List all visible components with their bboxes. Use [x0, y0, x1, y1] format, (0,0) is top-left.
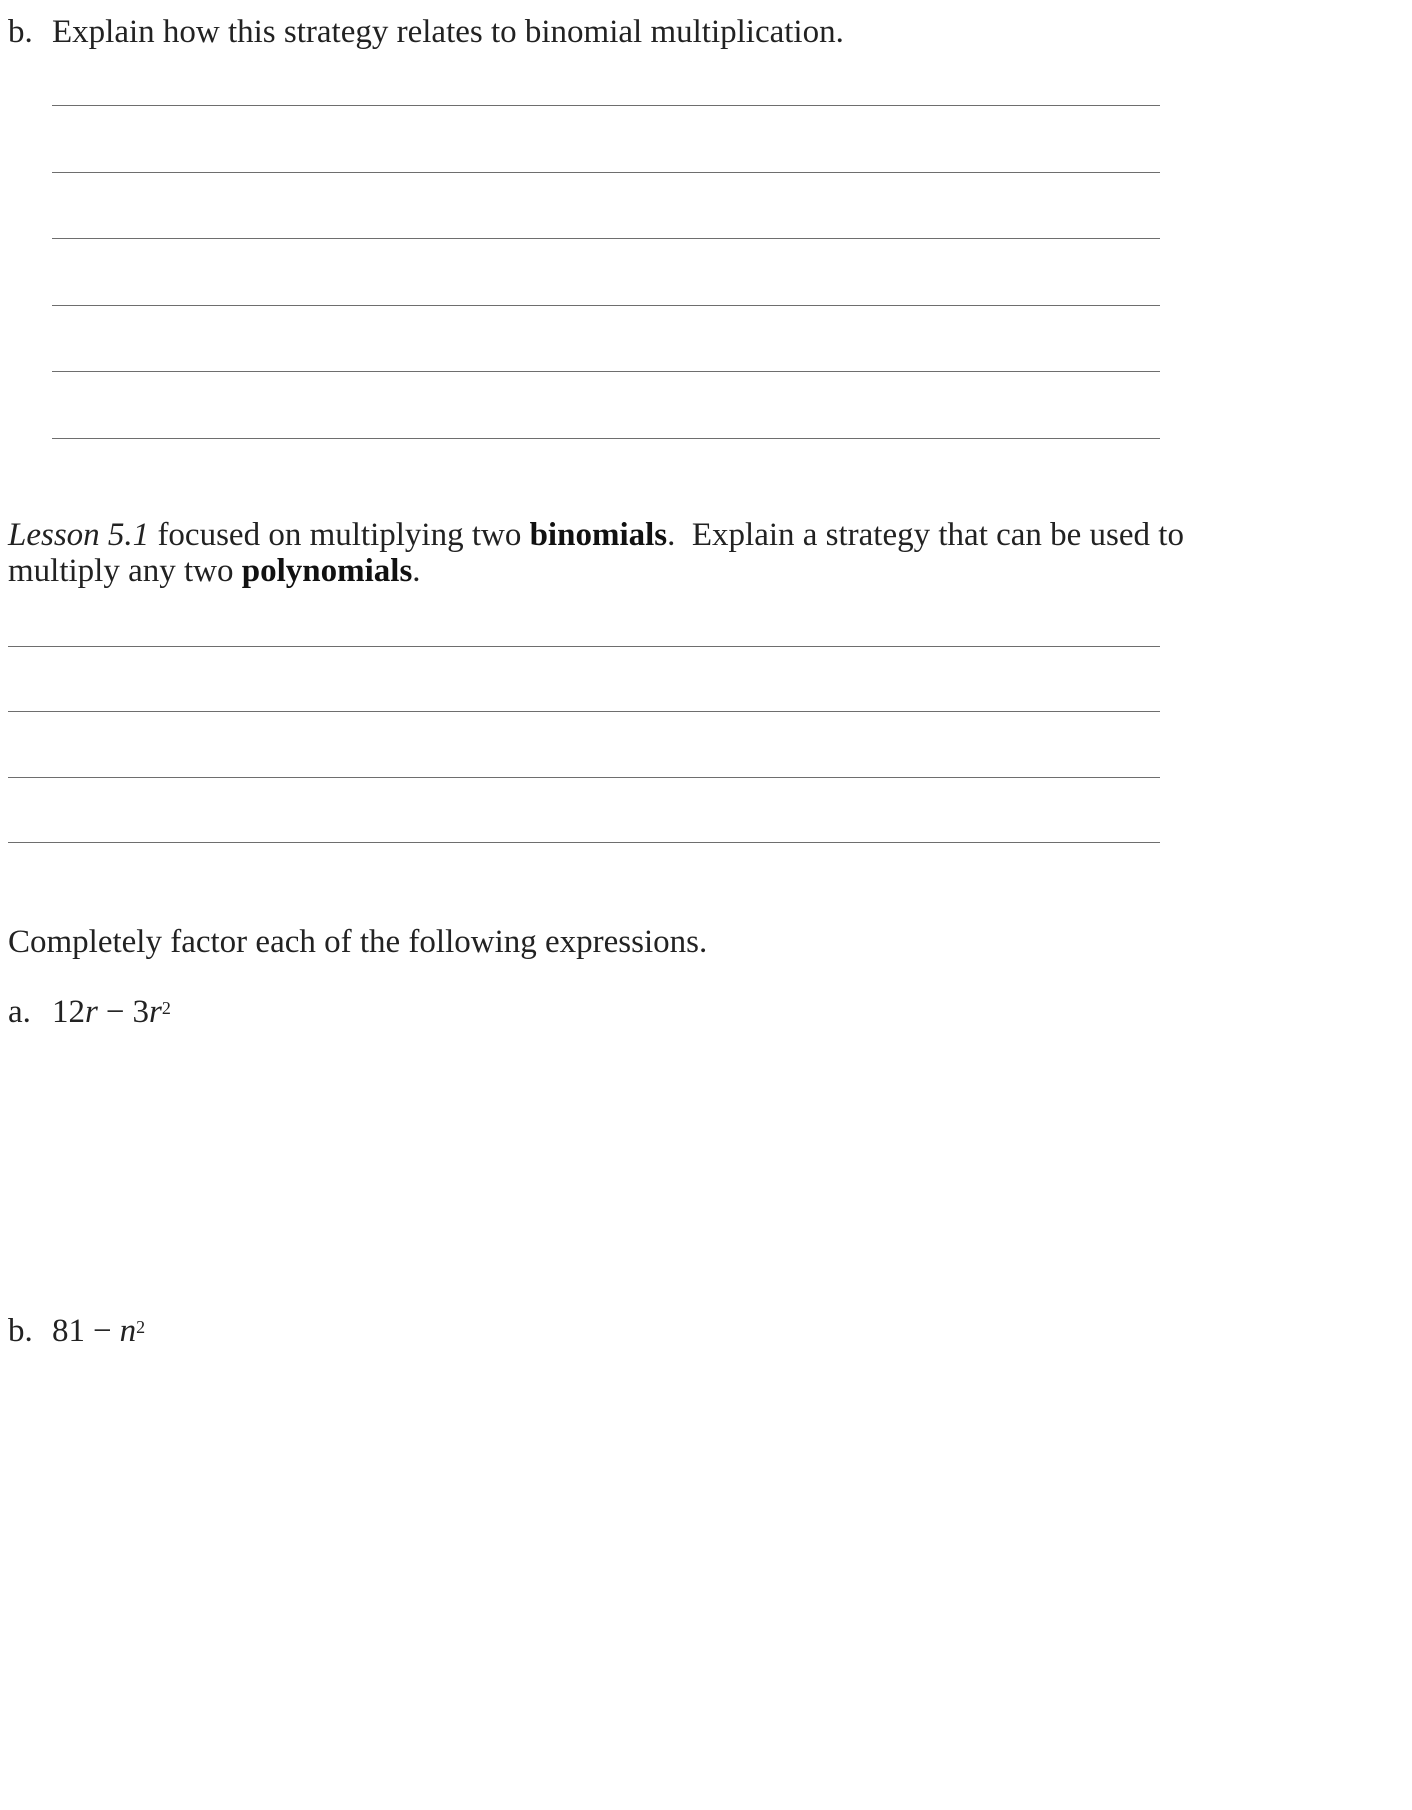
- expr-a-exponent: 2: [161, 998, 171, 1018]
- expr-a-operator: −: [105, 994, 125, 1030]
- expr-b-coef1: 81: [52, 1313, 85, 1349]
- answer-line[interactable]: [52, 305, 1160, 306]
- expr-b-var: n: [119, 1313, 137, 1349]
- lesson-prompt-part1: focused on multiplying two: [149, 517, 530, 553]
- lesson-prompt-line-2: [8, 553, 1184, 589]
- answer-line[interactable]: [52, 105, 1160, 106]
- expr-a-var1: r: [85, 994, 98, 1030]
- term-binomials: binomials: [529, 517, 668, 553]
- term-polynomials: polynomials: [241, 553, 413, 589]
- answer-line[interactable]: [52, 172, 1160, 173]
- expr-a-var2: r: [148, 994, 162, 1030]
- factor-item-a-label: a.: [8, 994, 31, 1030]
- factor-instruction: Completely factor each of the following expressions.: [8, 924, 708, 960]
- lesson-prompt: [8, 517, 1184, 589]
- lesson-prompt-line2-end: .: [412, 553, 421, 589]
- expr-b-exponent: 2: [136, 1317, 146, 1337]
- factor-item-b: [8, 1311, 145, 1351]
- question-b-label: b.: [8, 14, 33, 50]
- expr-a-coef1: 12: [52, 994, 85, 1030]
- lesson-prompt-line-1: [8, 517, 1184, 553]
- answer-line[interactable]: [8, 711, 1160, 712]
- answer-line[interactable]: [52, 238, 1160, 239]
- factor-item-b-label: b.: [8, 1313, 33, 1349]
- lesson-prompt-part2: . Explain a strategy that can be used to: [667, 517, 1184, 553]
- question-b: [8, 12, 844, 52]
- expr-b-operator: −: [93, 1313, 112, 1349]
- answer-line[interactable]: [8, 842, 1160, 843]
- answer-line[interactable]: [8, 646, 1160, 647]
- lesson-prompt-line2-part1: multiply any two: [8, 553, 242, 589]
- question-b-text: Explain how this strategy relates to binomial multiplication.: [52, 14, 844, 50]
- factor-item-a: [8, 992, 171, 1032]
- lesson-reference: Lesson 5.1: [8, 517, 150, 553]
- answer-line[interactable]: [8, 777, 1160, 778]
- answer-line[interactable]: [52, 371, 1160, 372]
- expr-a-coef2: 3: [132, 994, 149, 1030]
- answer-line[interactable]: [52, 438, 1160, 439]
